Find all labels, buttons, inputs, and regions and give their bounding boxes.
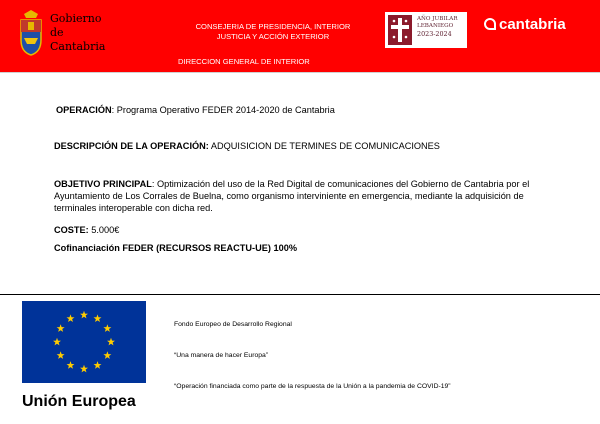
eu-star-icon <box>107 338 115 346</box>
descripcion-label: DESCRIPCIÓN DE LA OPERACIÓN: <box>54 141 209 151</box>
consejeria-line-1: CONSEJERIA DE PRESIDENCIA, INTERIOR <box>195 22 351 31</box>
operacion-line <box>56 104 335 116</box>
objetivo-value: : Optimización del uso de la Red Digital de comunicaciones del Gobierno de Cantabria por el Ayuntamiento de Los Corrales de Buelna, como organismo interviniente en emergencia, mediante la adquisición de terminales interoperable con dicha red. <box>54 179 530 213</box>
eu-name: Unión Europea <box>22 393 136 410</box>
header-divider <box>0 72 600 73</box>
coste-value: 5.000€ <box>88 225 120 235</box>
gobierno-de-cantabria-logo <box>18 10 128 58</box>
header-banner <box>0 0 600 72</box>
cantabria-mark-icon <box>484 18 496 30</box>
objetivo-line <box>54 178 544 214</box>
footer-divider <box>0 294 600 295</box>
ano-jubilar-logo <box>385 12 467 48</box>
consejeria-title <box>178 22 368 42</box>
logo-line-1: Gobierno <box>50 12 102 25</box>
lebaniego-cross-icon <box>388 15 412 45</box>
operacion-value: : Programa Operativo FEDER 2014-2020 de Cantabria <box>111 105 335 115</box>
eu-star-icon <box>103 351 111 359</box>
eu-star-icon <box>53 338 61 346</box>
eu-star-icon <box>67 361 75 369</box>
eu-star-icon <box>103 324 111 332</box>
consejeria-line-2: JUSTICIA Y ACCIÓN EXTERIOR <box>216 32 330 41</box>
logo-line-2: de <box>50 26 64 39</box>
eu-flag-icon <box>22 301 146 383</box>
coste-line <box>54 224 119 236</box>
eu-star-icon <box>80 311 88 319</box>
jubilar-line-2: LEBANIEGO <box>417 23 454 29</box>
cantabria-brand <box>484 16 584 36</box>
eu-stars <box>22 301 146 383</box>
descripcion-line <box>54 140 440 152</box>
jubilar-line-1: AÑO JUBILAR <box>417 16 458 22</box>
jubilar-years: 2023-2024 <box>417 30 452 38</box>
cofinanciacion-line: Cofinanciación FEDER (RECURSOS REACTU-UE) 100% <box>54 243 297 253</box>
eu-star-icon <box>94 314 102 322</box>
operacion-label: OPERACIÓN <box>56 105 112 115</box>
eu-star-icon <box>67 314 75 322</box>
eu-star-icon <box>57 351 65 359</box>
cantabria-brand-text: cantabria <box>499 16 566 33</box>
coste-label: COSTE: <box>54 225 89 235</box>
eu-star-icon <box>94 361 102 369</box>
eu-star-icon <box>80 365 88 373</box>
fondo-text: Fondo Europeo de Desarrollo Regional <box>174 321 292 328</box>
objetivo-label: OBJETIVO PRINCIPAL <box>54 179 152 189</box>
coat-of-arms-icon <box>18 10 44 56</box>
descripcion-value: ADQUISICION DE TERMINES DE COMUNICACIONES <box>208 141 440 151</box>
lema-text: “Una manera de hacer Europa” <box>174 352 269 359</box>
eu-star-icon <box>57 324 65 332</box>
direccion-general: DIRECCION GENERAL DE INTERIOR <box>178 57 310 66</box>
logo-line-3: Cantabria <box>50 40 106 53</box>
covid-text: “Operación financiada como parte de la respuesta de la Unión a la pandemia de COVID-19” <box>174 383 451 390</box>
